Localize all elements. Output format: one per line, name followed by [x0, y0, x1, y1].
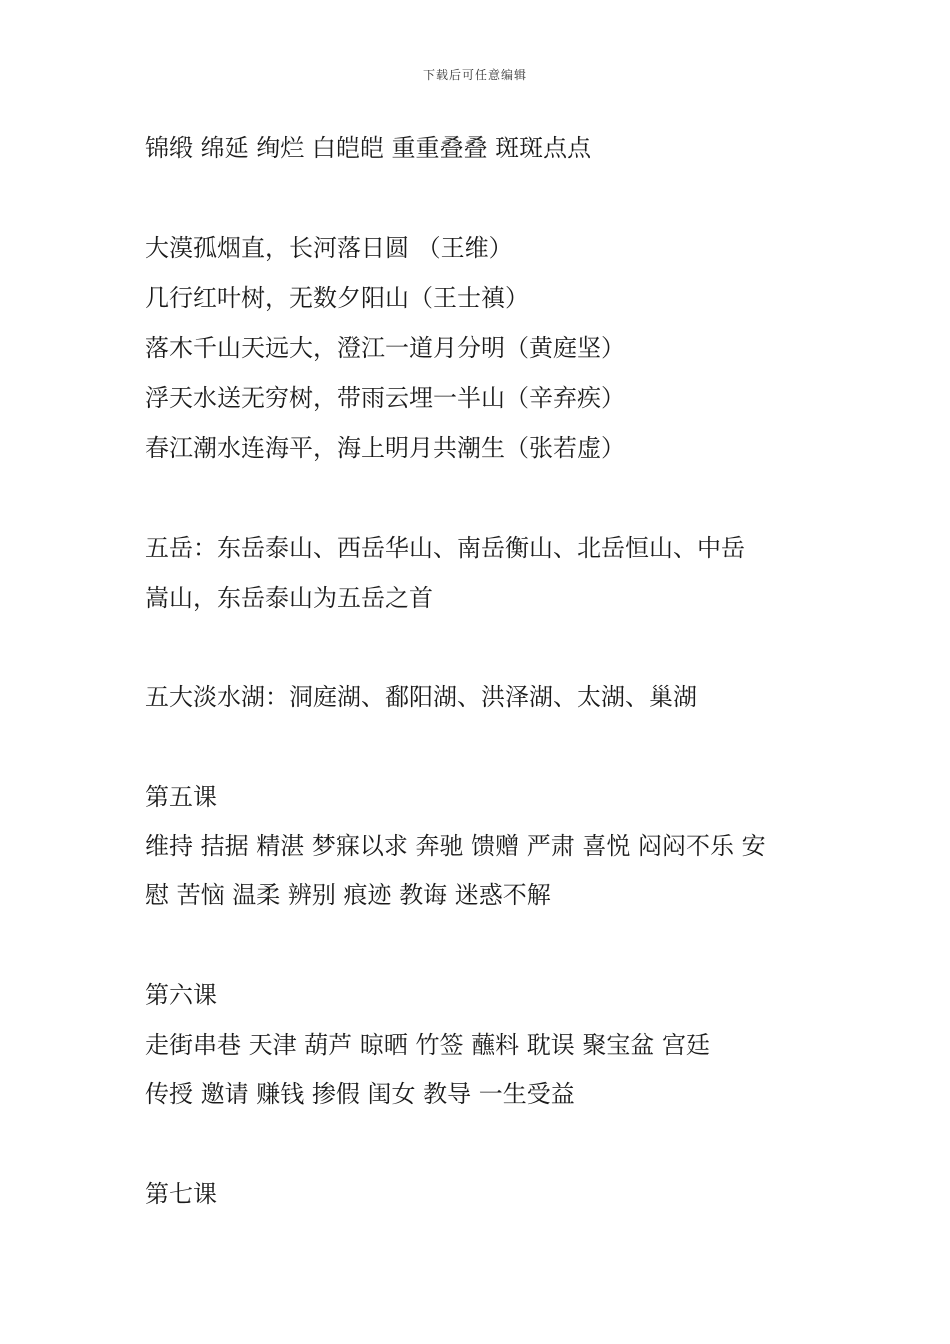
vocab-line-words: 锦缎 绵延 绚烂 白皑皑 重重叠叠 斑斑点点	[145, 134, 592, 162]
poem-line-wangshizhen: 几行红叶树，无数夕阳山（王士禛）	[145, 284, 529, 312]
lesson-six-vocab-1: 走街串巷 天津 葫芦 晾晒 竹签 蘸料 耽误 聚宝盆 宫廷	[145, 1031, 711, 1059]
lesson-five-vocab-1: 维持 拮据 精湛 梦寐以求 奔驰 馈赠 严肃 喜悦 闷闷不乐 安	[145, 832, 766, 860]
lesson-six-heading: 第六课	[145, 981, 217, 1009]
poem-line-wangwei: 大漠孤烟直，长河落日圆 （王维）	[145, 234, 513, 262]
lesson-seven-heading: 第七课	[145, 1180, 217, 1208]
lesson-five-heading: 第五课	[145, 783, 217, 811]
five-mountains-line-1: 五岳：东岳泰山、西岳华山、南岳衡山、北岳恒山、中岳	[145, 534, 745, 562]
poem-line-zhangruoxu: 春江潮水连海平，海上明月共潮生（张若虚）	[145, 434, 625, 462]
lesson-six-vocab-2: 传授 邀请 赚钱 掺假 闺女 教导 一生受益	[145, 1080, 575, 1108]
five-mountains-line-2: 嵩山，东岳泰山为五岳之首	[145, 584, 433, 612]
lesson-five-vocab-2: 慰 苦恼 温柔 辨别 痕迹 教诲 迷惑不解	[145, 881, 551, 909]
poem-line-xinqiji: 浮天水送无穷树，带雨云埋一半山（辛弃疾）	[145, 384, 625, 412]
poem-line-huangtingjian: 落木千山天远大，澄江一道月分明（黄庭坚）	[145, 334, 625, 362]
five-lakes-line: 五大淡水湖：洞庭湖、鄱阳湖、洪泽湖、太湖、巢湖	[145, 683, 697, 711]
page-header: 下载后可任意编辑	[422, 68, 527, 82]
